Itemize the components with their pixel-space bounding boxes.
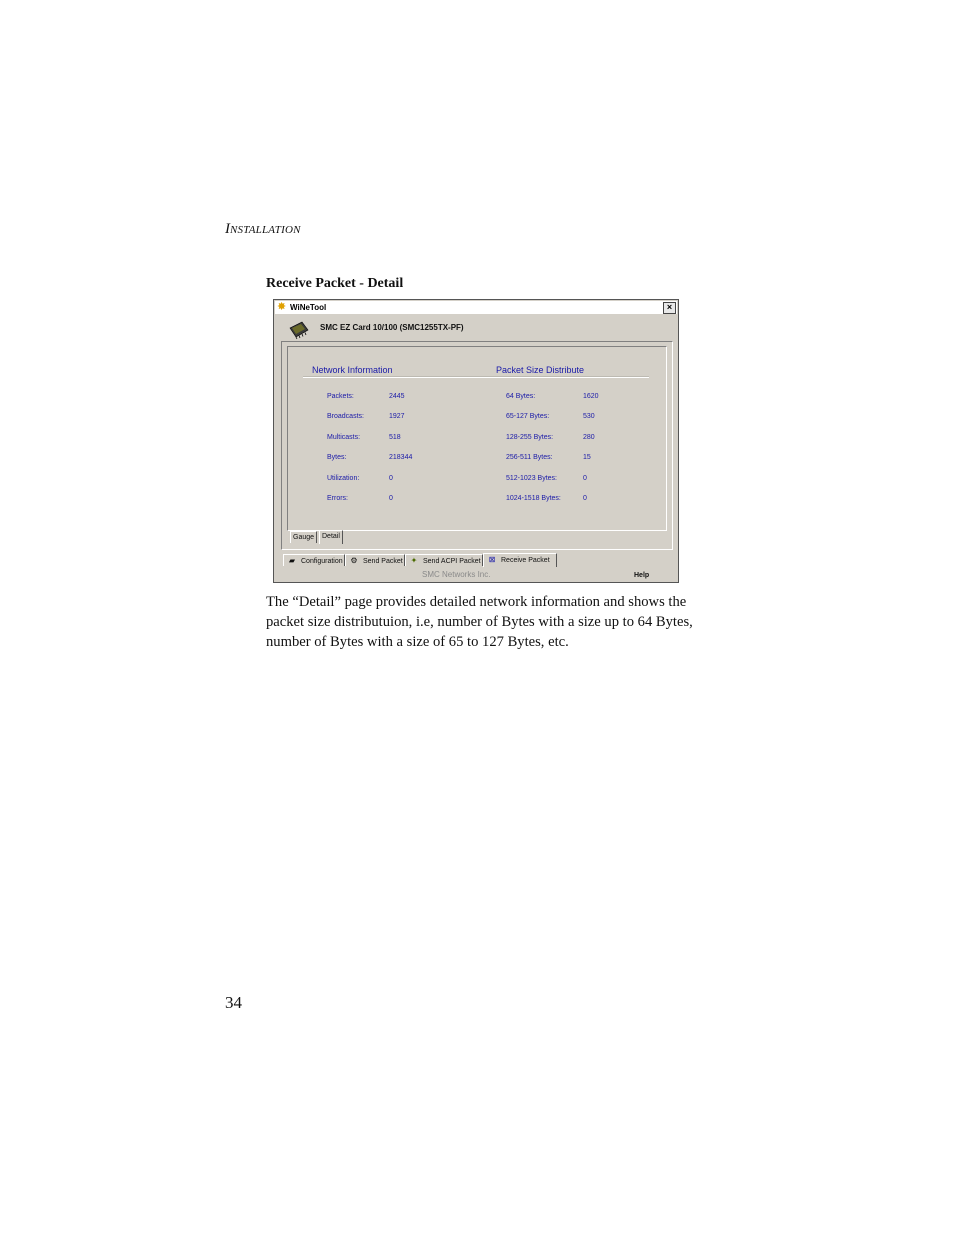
tab-send-packet[interactable] bbox=[345, 554, 405, 566]
size-256-511-label: 256-511 Bytes: bbox=[506, 454, 553, 461]
bytes-value: 218344 bbox=[389, 454, 413, 461]
send-packet-gear-icon: ⚙ bbox=[350, 556, 358, 565]
detail-panel-inner bbox=[287, 346, 667, 531]
receive-packet-icon: ⊠ bbox=[488, 555, 496, 564]
figure-caption: Receive Packet - Detail bbox=[266, 276, 404, 291]
size-128-255-label: 128-255 Bytes: bbox=[506, 434, 554, 441]
detail-panel bbox=[281, 341, 673, 550]
size-65-127-value: 530 bbox=[583, 413, 595, 420]
utilization-label: Utilization: bbox=[327, 475, 360, 482]
running-head bbox=[225, 221, 301, 238]
bytes-label: Bytes: bbox=[327, 454, 347, 461]
errors-value: 0 bbox=[389, 495, 393, 502]
tab-send-acpi-packet-label: Send ACPI Packet bbox=[423, 558, 481, 565]
utilization-value: 0 bbox=[389, 475, 393, 482]
packets-value: 2445 bbox=[389, 393, 405, 400]
card-name: SMC EZ Card 10/100 (SMC1255TX-PF) bbox=[320, 323, 464, 332]
tab-send-acpi-packet[interactable] bbox=[405, 554, 483, 566]
size-65-127-label: 65-127 Bytes: bbox=[506, 413, 550, 420]
size-64-label: 64 Bytes: bbox=[506, 393, 536, 400]
tab-receive-packet-label: Receive Packet bbox=[501, 557, 550, 564]
tab-send-packet-label: Send Packet bbox=[363, 558, 403, 565]
title-bar[interactable] bbox=[275, 301, 677, 314]
broadcasts-value: 1927 bbox=[389, 413, 405, 420]
configuration-card-icon: ▰ bbox=[288, 556, 296, 565]
winetool-window bbox=[273, 299, 679, 583]
close-button[interactable]: × bbox=[663, 302, 676, 314]
network-card-icon bbox=[288, 320, 310, 340]
tab-gauge[interactable]: Gauge bbox=[290, 531, 317, 543]
tab-detail[interactable]: Detail bbox=[319, 530, 343, 544]
multicasts-value: 518 bbox=[389, 434, 401, 441]
window-title: WiNeTool bbox=[290, 303, 327, 312]
size-512-1023-label: 512-1023 Bytes: bbox=[506, 475, 557, 482]
packet-size-title: Packet Size Distribute bbox=[496, 365, 585, 375]
size-128-255-value: 280 bbox=[583, 434, 595, 441]
running-head-rest: NSTALLATION bbox=[230, 224, 301, 236]
tab-configuration[interactable] bbox=[283, 554, 345, 566]
size-512-1023-value: 0 bbox=[583, 475, 587, 482]
multicasts-label: Multicasts: bbox=[327, 434, 361, 441]
help-button[interactable]: Help bbox=[634, 572, 650, 579]
tab-receive-packet[interactable] bbox=[483, 553, 557, 567]
app-sun-icon: ✸ bbox=[277, 301, 287, 313]
size-64-value: 1620 bbox=[583, 393, 599, 400]
page-number: 34 bbox=[225, 993, 242, 1012]
send-acpi-packet-icon: ✦ bbox=[410, 556, 418, 565]
broadcasts-label: Broadcasts: bbox=[327, 413, 364, 420]
tab-configuration-label: Configuration bbox=[301, 558, 343, 565]
section-divider bbox=[303, 376, 649, 378]
network-info-title: Network Information bbox=[312, 365, 393, 375]
main-tabs bbox=[281, 553, 673, 567]
errors-label: Errors: bbox=[327, 495, 348, 502]
running-head-initial: I bbox=[225, 221, 230, 237]
packets-label: Packets: bbox=[327, 393, 354, 400]
size-1024-1518-label: 1024-1518 Bytes: bbox=[506, 495, 561, 502]
size-256-511-value: 15 bbox=[583, 454, 591, 461]
body-paragraph: The “Detail” page provides detailed network information and shows the packet size distributuion, i.e, number of Bytes with a size up to 64 Bytes, number of Bytes with a size of 65 to 127 Bytes, etc. bbox=[266, 594, 693, 650]
company-name: SMC Networks Inc. bbox=[422, 570, 491, 579]
size-1024-1518-value: 0 bbox=[583, 495, 587, 502]
